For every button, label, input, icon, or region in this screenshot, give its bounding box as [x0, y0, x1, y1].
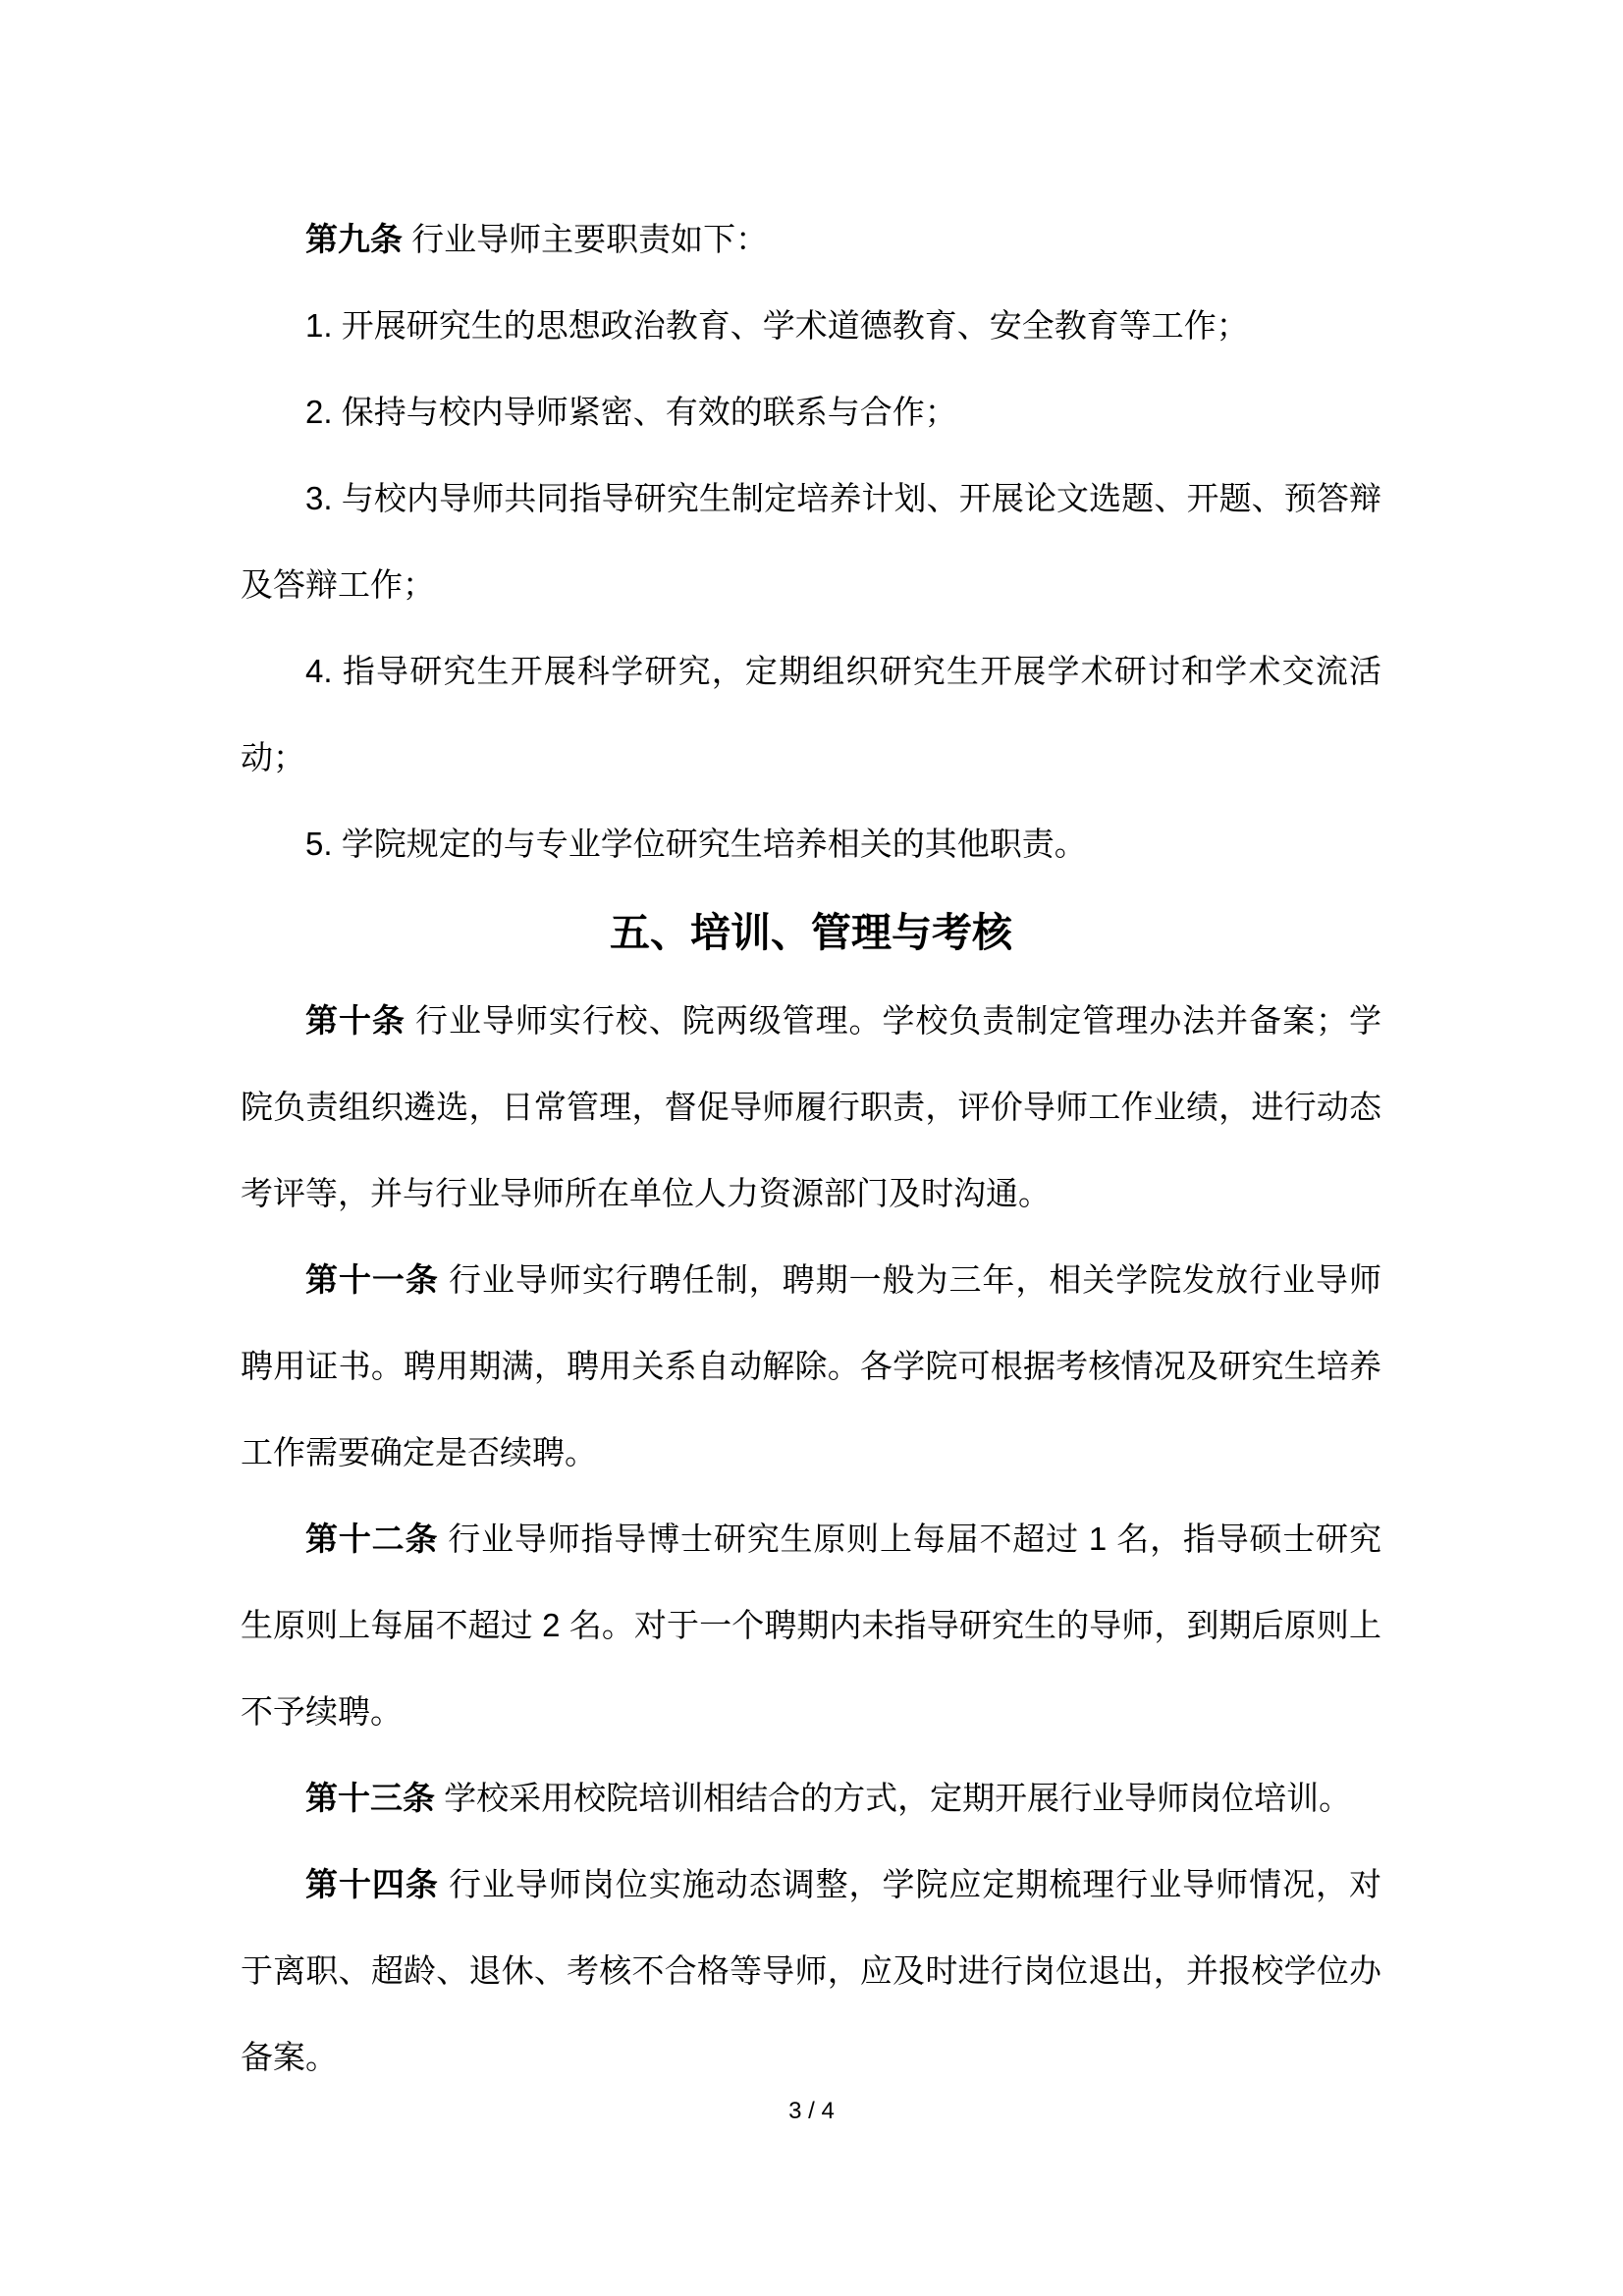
paragraph-text: 5. 学院规定的与专业学位研究生培养相关的其他职责。 — [305, 826, 1087, 862]
article-label: 第十三条 — [305, 1780, 435, 1816]
section-heading: 五、培训、管理与考核 — [610, 910, 1012, 955]
paragraph-text: 3. 与校内导师共同指导研究生制定培养计划、开展论文选题、开题、预答辩及答辩工作； — [241, 480, 1381, 603]
article-label: 第十一条 — [305, 1261, 439, 1298]
paragraph-text: 行业导师实行校、院两级管理。学校负责制定管理办法并备案；学院负责组织遴选，日常管理，督促导师履行职责，评价导师工作业绩，进行动态考评等，并与行业导师所在单位人力资源部门及时沟通。 — [241, 1002, 1381, 1211]
paragraph-text: 2. 保持与校内导师紧密、有效的联系与合作； — [305, 394, 957, 430]
article-label: 第十四条 — [305, 1866, 439, 1902]
paragraph-text: 行业导师指导博士研究生原则上每届不超过 1 名，指导硕士研究生原则上每届不超过 2 名。对于一个聘期内未指导研究生的导师，到期后原则上不予续聘。 — [241, 1521, 1382, 1730]
paragraph-item-1 — [241, 283, 1381, 369]
article-label: 第九条 — [305, 221, 403, 257]
paragraph-article-11 — [241, 1237, 1381, 1496]
paragraph-article-12 — [241, 1496, 1381, 1755]
paragraph-text: 4. 指导研究生开展科学研究，定期组织研究生开展学术研讨和学术交流活动； — [241, 653, 1381, 775]
document-body — [241, 196, 1381, 2101]
article-label: 第十条 — [305, 1002, 406, 1039]
paragraph-text: 1. 开展研究生的思想政治教育、学术道德教育、安全教育等工作； — [305, 307, 1249, 344]
paragraph-text: 行业导师实行聘任制，聘期一般为三年，相关学院发放行业导师聘用证书。聘用期满，聘用关系自动解除。各学院可根据考核情况及研究生培养工作需要确定是否续聘。 — [241, 1261, 1382, 1470]
paragraph-text: 行业导师岗位实施动态调整，学院应定期梳理行业导师情况，对于离职、超龄、退休、考核不合格等导师，应及时进行岗位退出，并报校学位办备案。 — [241, 1866, 1382, 2075]
article-label: 第十二条 — [305, 1521, 439, 1557]
paragraph-item-3 — [241, 455, 1381, 628]
paragraph-item-5 — [241, 801, 1381, 887]
paragraph-article-9 — [241, 196, 1381, 283]
paragraph-article-14 — [241, 1842, 1381, 2101]
paragraph-article-13 — [241, 1755, 1381, 1842]
paragraph-item-2 — [241, 369, 1381, 455]
paragraph-text: 行业导师主要职责如下： — [403, 221, 769, 257]
paragraph-text: 学校采用校院培训相结合的方式，定期开展行业导师岗位培训。 — [435, 1780, 1352, 1816]
paragraph-item-4 — [241, 628, 1381, 801]
paragraph-article-10 — [241, 978, 1381, 1237]
page-number: 3 / 4 — [788, 2098, 835, 2124]
